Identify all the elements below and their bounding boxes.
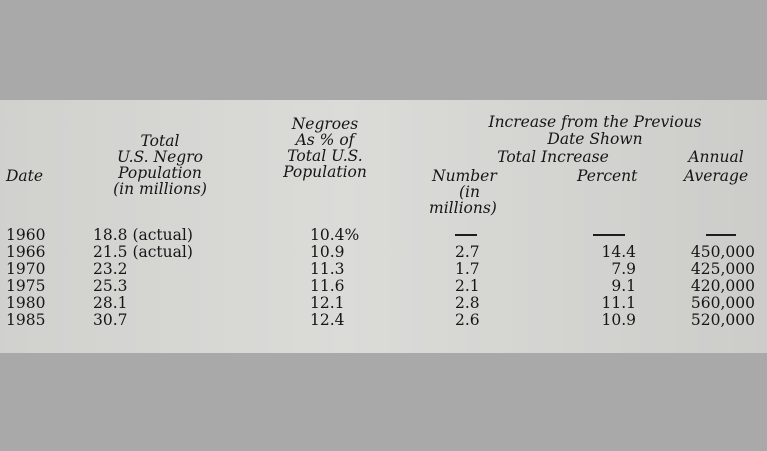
table-cell-annual: 425,000 [690, 260, 755, 278]
table-cell-annual: 450,000 [690, 243, 755, 261]
header-total-line2: U.S. Negro [117, 148, 203, 166]
header-number-line2: (in [459, 183, 480, 201]
table-cell-pct: 12.4 [310, 311, 345, 329]
table-cell-pop: 23.2 [93, 260, 128, 278]
table-cell-date: 1985 [6, 311, 46, 329]
header-percent: Percent [577, 167, 638, 185]
table-cell-pct: 12.1 [310, 294, 345, 312]
table-cell-percent: 7.9 [611, 260, 636, 278]
table-cell-date: 1975 [6, 277, 46, 295]
header-pct-line3: Total U.S. [287, 147, 363, 165]
table-cell-percent: 9.1 [611, 277, 636, 295]
header-annual-line1: Annual [688, 148, 744, 166]
table-cell-annual: 420,000 [690, 277, 755, 295]
table-cell-number: 1.7 [455, 260, 480, 278]
table-cell-pop: 25.3 [93, 277, 128, 295]
table-cell-pop: 28.1 [93, 294, 128, 312]
scanned-table-page [0, 100, 767, 353]
table-cell-pop: 18.8 (actual) [93, 226, 193, 244]
header-pct-line2: As % of [295, 131, 355, 149]
table-cell-percent: 11.1 [601, 294, 636, 312]
empty-value-dash [593, 234, 625, 236]
table-cell-pct: 11.3 [310, 260, 345, 278]
table-cell-pop: 21.5 (actual) [93, 243, 193, 261]
header-date: Date [6, 167, 44, 185]
table-cell-date: 1960 [6, 226, 46, 244]
header-number-line3: millions) [429, 199, 497, 217]
header-pct-line1: Negroes [291, 115, 359, 133]
table-cell-pct: 11.6 [310, 277, 345, 295]
header-increase-line2: Date Shown [547, 130, 643, 148]
header-total-line1: Total [140, 132, 180, 150]
table-cell-number: 2.7 [455, 243, 480, 261]
table-cell-number: 2.6 [455, 311, 480, 329]
header-annual-line2: Average [683, 167, 749, 185]
empty-value-dash [706, 234, 736, 236]
table-cell-percent: 10.9 [601, 311, 636, 329]
header-total-increase: Total Increase [497, 148, 609, 166]
table-cell-number: 2.1 [455, 277, 480, 295]
table-cell-pop: 30.7 [93, 311, 128, 329]
table-cell-number: 2.8 [455, 294, 480, 312]
table-cell-pct: 10.4% [310, 226, 360, 244]
table-cell-annual: 560,000 [690, 294, 755, 312]
table-cell-date: 1970 [6, 260, 46, 278]
table-cell-percent: 14.4 [601, 243, 636, 261]
header-pct-line4: Population [283, 163, 367, 181]
header-number-line1: Number [432, 167, 497, 185]
header-total-line4: (in millions) [113, 180, 207, 198]
header-total-line3: Population [118, 164, 202, 182]
table-cell-date: 1980 [6, 294, 46, 312]
table-cell-pct: 10.9 [310, 243, 345, 261]
table-cell-annual: 520,000 [690, 311, 755, 329]
empty-value-dash [455, 234, 477, 236]
table-cell-date: 1966 [6, 243, 46, 261]
header-increase-line1: Increase from the Previous [488, 113, 702, 131]
